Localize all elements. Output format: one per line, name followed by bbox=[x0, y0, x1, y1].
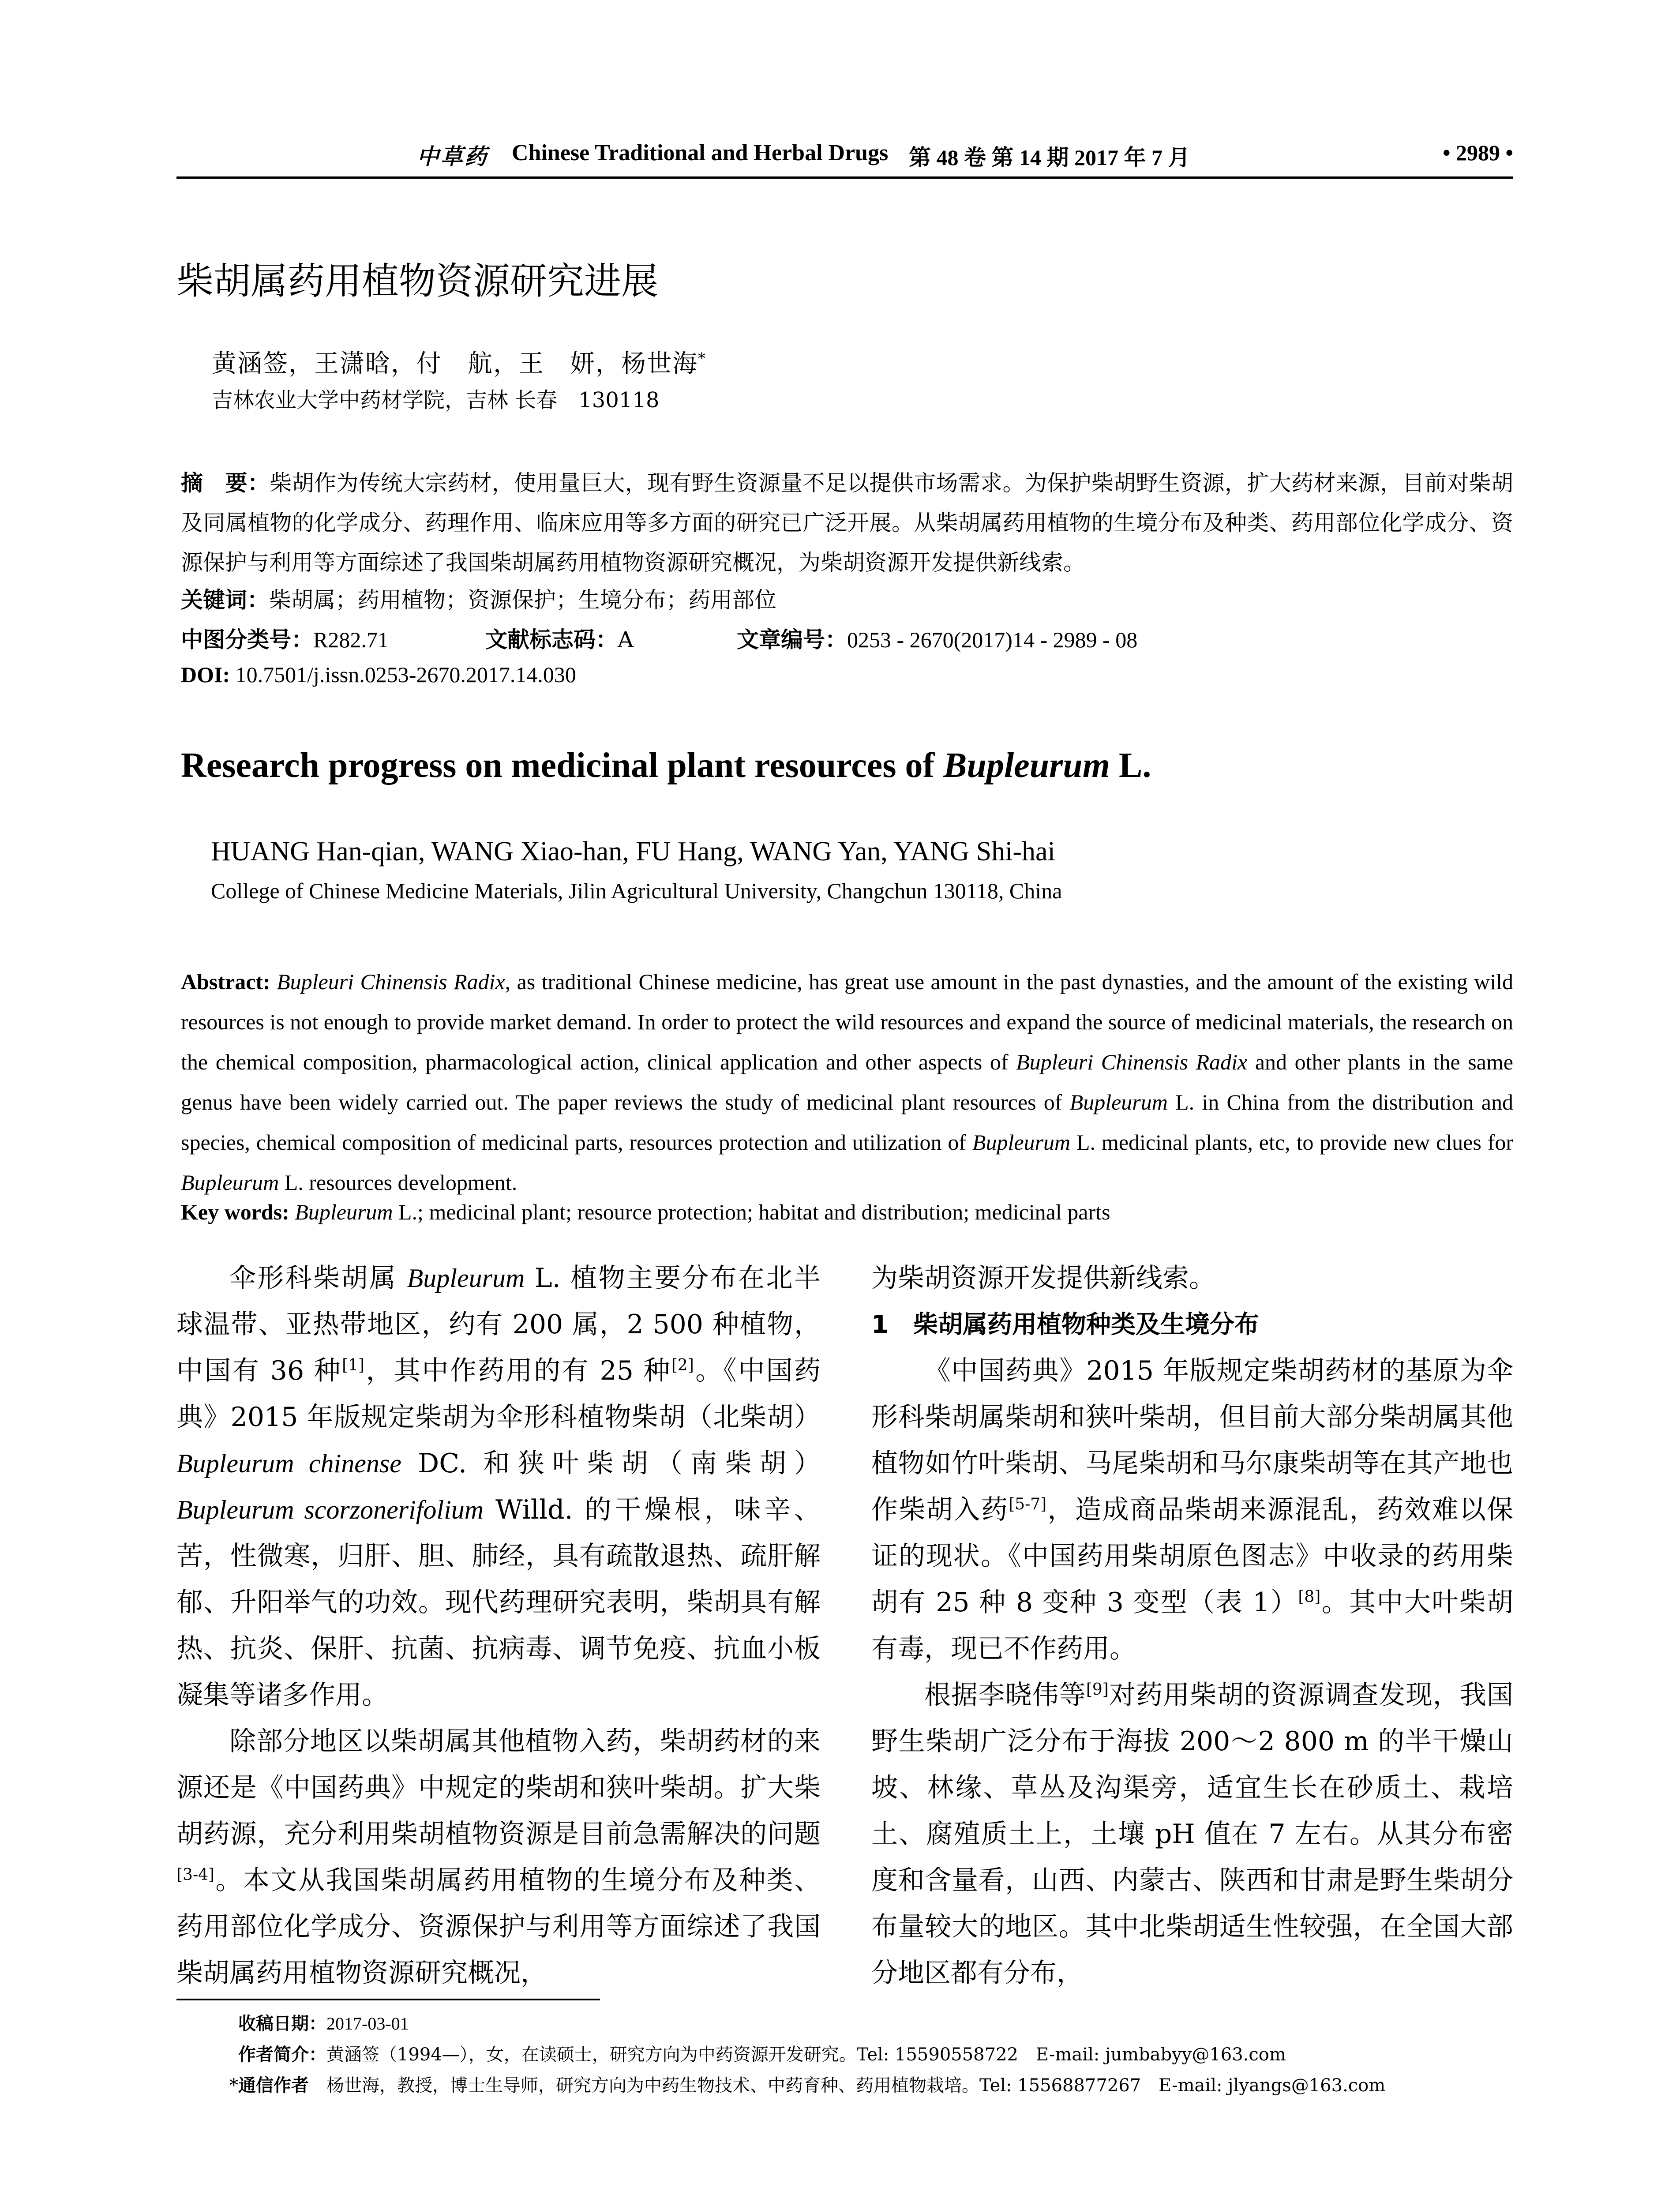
abstract-part: Bupleuri Chinensis Radix bbox=[277, 969, 505, 994]
keywords-label: 关键词： bbox=[181, 587, 269, 613]
footnote-rule bbox=[176, 1999, 600, 2000]
classification-row bbox=[181, 622, 1513, 662]
abstract-label-en: Abstract: bbox=[181, 969, 270, 994]
issue-info: 第 48 卷 第 14 期 2017 年 7 月 bbox=[909, 145, 1190, 170]
chinese-abstract bbox=[181, 463, 1513, 582]
body-paragraph: 《中国药典》2015 年版规定柴胡药材的基原为伞形科柴胡属柴胡和狭叶柴胡，但目前大部分柴胡属其他植物如竹叶柴胡、马尾柴胡和马尔康柴胡等在其产地也作柴胡入药[5-7]，造成商品柴胡来源混乱，药效难以保证的现状。《中国药用柴胡原色图志》中收录的药用柴胡有 25 种 8 变种 3 变型（表 1）[8]。其中大叶柴胡有毒，现已不作药用。 bbox=[871, 1355, 1514, 1664]
english-title bbox=[181, 746, 1151, 786]
keywords-rest: L.; medicinal plant; resource protection; habitat and distribution; medicinal parts bbox=[393, 1200, 1110, 1224]
document-code bbox=[485, 622, 634, 654]
body-paragraph: 除部分地区以柴胡属其他植物入药，柴胡药材的来源还是《中国药典》中规定的柴胡和狭叶柴胡。扩大柴胡药源，充分利用柴胡植物资源是目前急需解决的问题[3-4]。本文从我国柴胡属药用植物的生境分布及种类、药用部位化学成分、资源保护与利用等方面综述了我国柴胡属药用植物资源研究概况， bbox=[176, 1726, 821, 1988]
title-genus: Bupleurum bbox=[943, 746, 1110, 785]
citation: [5-7] bbox=[1009, 1495, 1047, 1513]
abstract-part: Bupleurum bbox=[181, 1170, 279, 1195]
chinese-affiliation: 吉林农业大学中药材学院，吉林 长春 130118 bbox=[212, 388, 660, 413]
chinese-authors bbox=[212, 344, 706, 379]
title-suffix: L. bbox=[1110, 746, 1151, 785]
doi-line bbox=[181, 662, 576, 687]
article-number bbox=[737, 622, 1137, 654]
page-number: • 2989 • bbox=[1442, 140, 1513, 165]
abstract-part: L. resources development. bbox=[279, 1170, 518, 1195]
abstract-part: L. medicinal plants, etc, to provide new clues for bbox=[1070, 1130, 1513, 1155]
journal-logo: 中草药 bbox=[417, 143, 488, 169]
citation: [2] bbox=[671, 1356, 694, 1374]
clc-value: R282.71 bbox=[313, 627, 389, 652]
abstract-part: Bupleuri Chinensis Radix bbox=[1016, 1050, 1248, 1074]
keyword-genus: Bupleurum bbox=[295, 1200, 393, 1224]
english-keywords bbox=[181, 1199, 1110, 1225]
journal-name: Chinese Traditional and Herbal Drugs bbox=[512, 140, 889, 165]
article-label: 文章编号： bbox=[737, 627, 847, 653]
doccode-value: A bbox=[618, 627, 634, 653]
author-bio: 作者简介：黄涵签（1994—），女，在读硕士，研究方向为中药资源开发研究。Tel: 15590558722 E-mail: jumbabyy@163.com bbox=[238, 2045, 1286, 2065]
abstract-part: L. in China from the distribution and species, chemical composition of medicinal parts, resources protection and utilization of bbox=[181, 1090, 1514, 1155]
abstract-part: and other plants in the same genus have been widely carried out. The paper reviews the study of medicinal plant resources of bbox=[181, 1050, 1513, 1114]
chinese-keywords bbox=[181, 582, 776, 614]
doccode-label: 文献标志码： bbox=[485, 627, 618, 653]
citation: [3-4] bbox=[176, 1866, 215, 1884]
body-left-column bbox=[176, 1255, 821, 1996]
title-prefix: Research progress on medicinal plant resources of bbox=[181, 746, 944, 785]
body-paragraph: 根据李晓伟等[9]对药用柴胡的资源调查发现，我国野生柴胡广泛分布于海拔 200～2 800 m 的半干燥山坡、林缘、草丛及沟渠旁，适宜生长在砂质土、栽培土、腐殖质土上，土壤 pH 值在 7 左右。从其分布密度和含量看，山西、内蒙古、陕西和甘肃是野生柴胡分布量较大的地区。其中北柴胡适生性较强，在全国大部分地区都有分布， bbox=[871, 1680, 1514, 1988]
citation: [8] bbox=[1298, 1588, 1321, 1606]
citation: [1] bbox=[342, 1356, 365, 1374]
article-value: 0253 - 2670(2017)14 - 2989 - 08 bbox=[847, 627, 1138, 652]
footnotes bbox=[229, 2008, 1386, 2101]
abstract-part: Bupleurum bbox=[1069, 1090, 1168, 1114]
abstract-part: , as traditional Chinese medicine, has great use amount in the past dynasties, and the amount of the existing wild resources is not enough to provide market demand. In order to protect the wild resources and expand the source of medicinal materials, the research on the chemical composition, pharmacological action, clinical application and other aspects of bbox=[181, 969, 1514, 1074]
running-header bbox=[176, 139, 1513, 179]
english-affiliation: College of Chinese Medicine Materials, Jilin Agricultural University, Changchun 130118, China bbox=[211, 878, 1062, 903]
clc-label: 中图分类号： bbox=[181, 627, 313, 653]
doi-label: DOI: bbox=[181, 662, 230, 687]
citation: [9] bbox=[1086, 1681, 1109, 1699]
author-list: 黄涵签，王潇晗，付 航，王 妍，杨世海 bbox=[212, 349, 698, 378]
section-heading: 1 柴胡属药用植物种类及生境分布 bbox=[871, 1310, 1259, 1339]
chinese-title: 柴胡属药用植物资源研究进展 bbox=[176, 259, 659, 303]
body-paragraph: 伞形科柴胡属 Bupleurum L. 植物主要分布在北半球温带、亚热带地区，约有 200 属，2 500 种植物，中国有 36 种[1]，其中作药用的有 25 种[2]。《中国药典》2015 年版规定柴胡为伞形科植物柴胡（北柴胡）Bupleurum chinense DC. 和狭叶柴胡（南柴胡）Bupleurum scorzonerifolium Willd. 的干燥根，味辛、苦，性微寒，归肝、胆、肺经，具有疏散退热、疏肝解郁、升阳举气的功效。现代药理研究表明，柴胡具有解热、抗炎、保肝、抗菌、抗病毒、调节免疫、抗血小板凝集等诸多作用。 bbox=[176, 1263, 821, 1711]
keywords-text: 柴胡属；药用植物；资源保护；生境分布；药用部位 bbox=[269, 587, 776, 613]
abstract-text: 柴胡作为传统大宗药材，使用量巨大，现有野生资源量不足以提供市场需求。为保护柴胡野生资源，扩大药材来源，目前对柴胡及同属植物的化学成分、药理作用、临床应用等多方面的研究已广泛开展。从柴胡属药用植物的生境分布及种类、药用部位化学成分、资源保护与利用等方面综述了我国柴胡属药用植物资源研究概况，为柴胡资源开发提供新线索。 bbox=[181, 470, 1514, 575]
corresponding-mark: * bbox=[698, 349, 706, 368]
english-authors: HUANG Han-qian, WANG Xiao-han, FU Hang, WANG Yan, YANG Shi-hai bbox=[211, 837, 1055, 867]
body-right-column bbox=[871, 1255, 1513, 1996]
corresponding-author: * 通信作者 杨世海，教授，博士生导师，研究方向为中药生物技术、中药育种、药用植物栽培。Tel: 15568877267 E-mail: jlyangs@163.com bbox=[229, 2075, 1386, 2096]
header-rule bbox=[176, 176, 1513, 179]
abstract-label: 摘 要： bbox=[181, 470, 270, 496]
clc-number bbox=[181, 622, 389, 654]
keywords-label-en: Key words: bbox=[181, 1200, 289, 1224]
received-date: 收稿日期：2017-03-01 bbox=[238, 2014, 409, 2034]
doi-value: 10.7501/j.issn.0253-2670.2017.14.030 bbox=[235, 662, 576, 687]
english-abstract bbox=[181, 962, 1513, 1203]
abstract-part: Bupleurum bbox=[972, 1130, 1071, 1155]
body-paragraph: 为柴胡资源开发提供新线索。 bbox=[871, 1263, 1215, 1294]
